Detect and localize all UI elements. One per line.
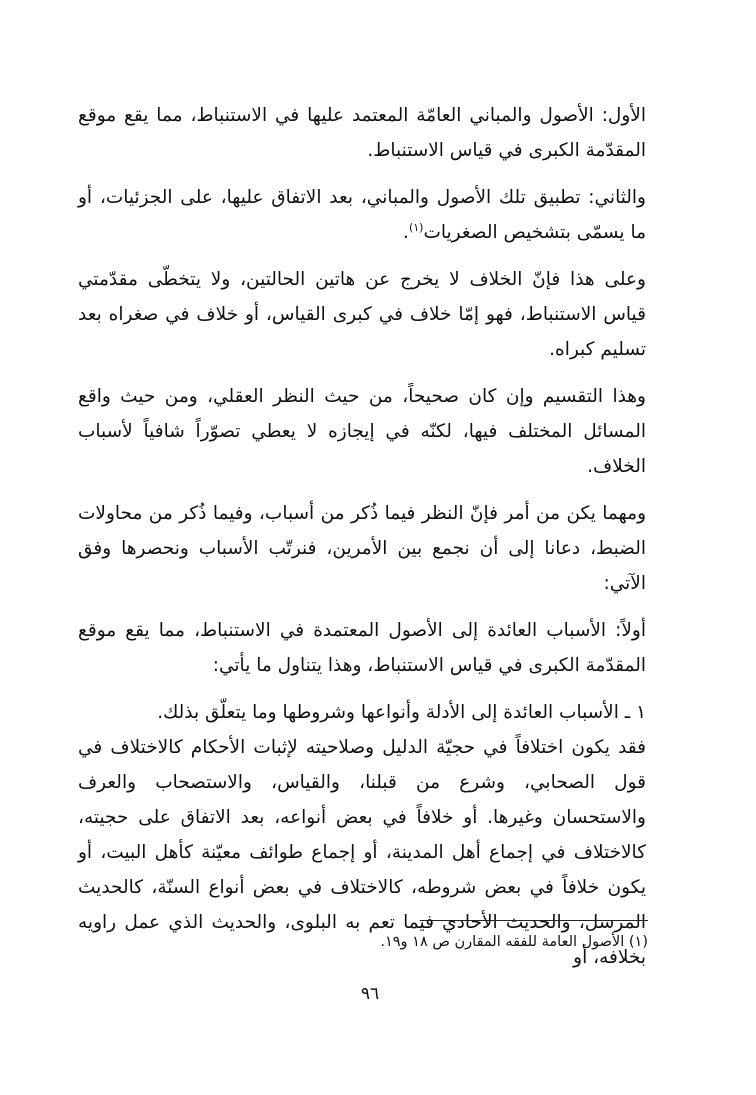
footnote-marker: (١)	[408, 220, 424, 234]
paragraph-evidence-details: فقد يكون اختلافاً في حجيّة الدليل وصلاحيته لإثبات الأحكام كالاختلاف في قول الصحابي، وشرع من قبلنا، والقياس، والاستصحاب والعرف والاستحسان وغيرها. أو خلافاً في بعض أنواعه، بعد الاتفاق على حجيته، كالاختلاف في إجماع أهل المدينة، أو إجماع طوائف معيّنة كأهل البيت، أو يكون خلافاً في بعض شروطه، كالاختلاف في بعض أنواع السنّة، كالحديث المرسل، والحديث الأحادي فيما تعم به البلوى، والحديث الذي عمل راويه بخلافه، أو	[78, 737, 646, 968]
paragraph-first-basis: الأول: الأصول والمباني العامّة المعتمد عليها في الاستنباط، مما يقع موقع المقدّمة الكبرى في قياس الاستنباط.	[78, 105, 646, 161]
body-text	[78, 98, 646, 987]
paragraph-arrangement: ومهما يكن من أمر فإنّ النظر فيما ذُكر من أسباب، وفيما ذُكر من محاولات الضبط، دعانا إلى أن نجمع بين الأمرين، فنرتّب الأسباب ونحصرها وفق الآتي:	[78, 503, 646, 594]
paragraph-disagreement-scope: وعلى هذا فإنّ الخلاف لا يخرج عن هاتين الحالتين، ولا يتخطّى مقدّمتي قياس الاستنباط، فهو إمّا خلاف في كبرى القياس، أو خلاف في صغراه بعد تسليم كبراه.	[78, 269, 646, 360]
paragraph-second-basis: والثاني: تطبيق تلك الأصول والمباني، بعد الاتفاق عليها، على الجزئيات، أو ما يسمّى بتشخيص الصغريات$^{(١)}$.	[78, 187, 646, 243]
footnote-divider	[420, 920, 648, 921]
footnote: (١) الأصول العامة للفقه المقارن ص ١٨ و١٩.	[380, 934, 648, 950]
paragraph-second-basis-text: والثاني: تطبيق تلك الأصول والمباني، بعد الاتفاق عليها، على الجزئيات، أو ما يسمّى بتشخيص الصغريات	[78, 187, 646, 243]
paragraph-first-causes: أولاً: الأسباب العائدة إلى الأصول المعتمدة في الاستنباط، مما يقع موقع المقدّمة الكبرى في قياس الاستنباط، وهذا يتناول ما يأتي:	[78, 620, 646, 676]
page-number: ٩٦	[360, 984, 380, 1004]
paragraph-item-one: ١ ـ الأسباب العائدة إلى الأدلة وأنواعها وشروطها وما يتعلّق بذلك.	[157, 702, 646, 723]
paragraph-division-critique: وهذا التقسيم وإن كان صحيحاً، من حيث النظر العقلي، ومن حيث واقع المسائل المختلف فيها، لكنّه في إيجازه لا يعطي تصوّراً شافياً لأسباب الخلاف.	[78, 386, 646, 477]
